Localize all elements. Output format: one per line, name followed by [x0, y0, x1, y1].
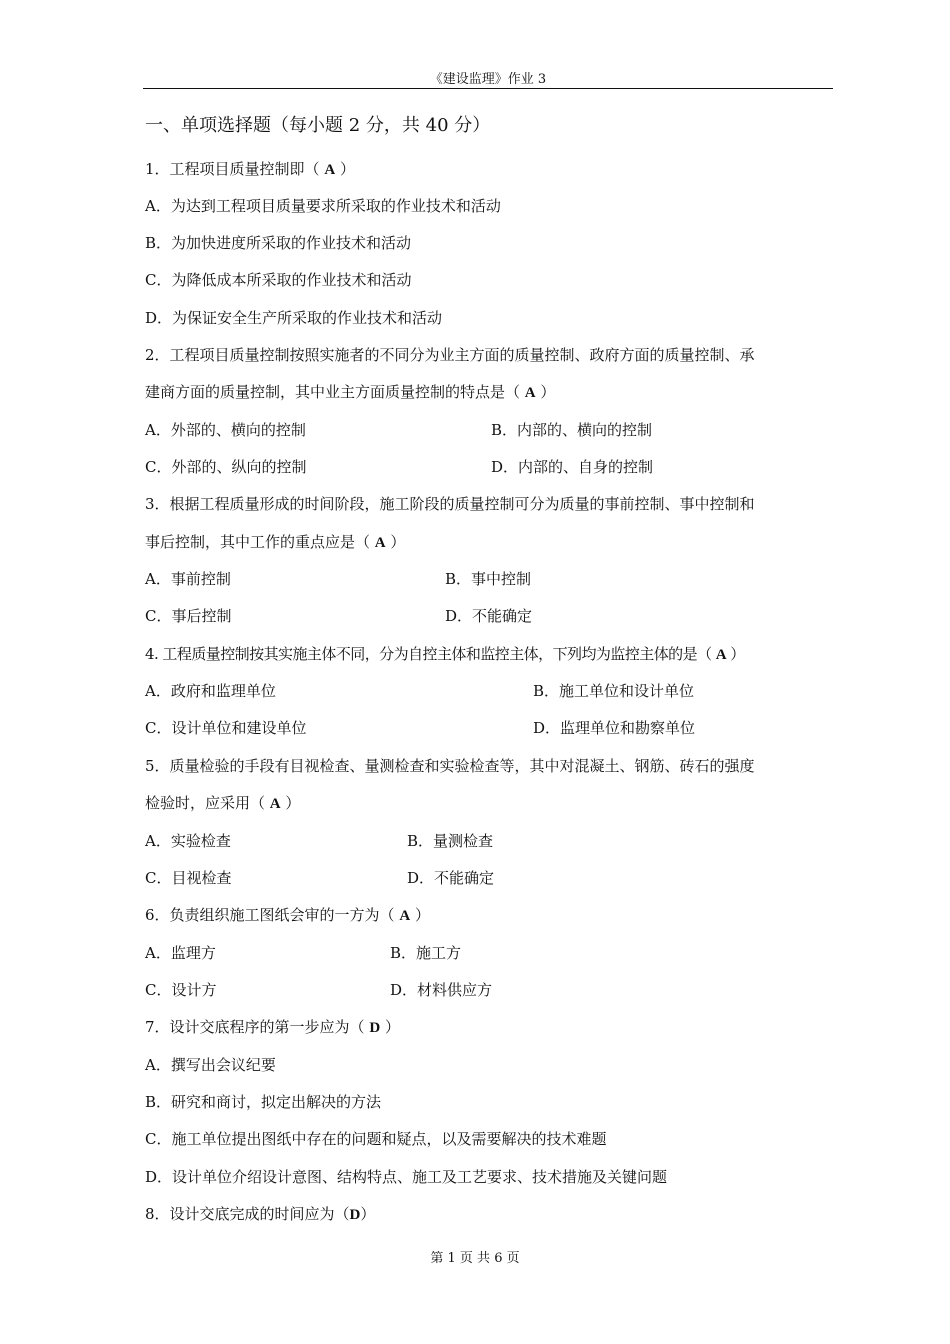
- q6-option-c: C．设计方: [145, 981, 217, 999]
- q1-option-d: D．为保证安全生产所采取的作业技术和活动: [145, 309, 443, 327]
- q7-option-b: B．研究和商讨，拟定出解决的方法: [145, 1093, 382, 1111]
- q7-option-a: A．撰写出会议纪要: [145, 1056, 276, 1074]
- page-header: 《建设监理》作业 3: [429, 72, 547, 87]
- header-rule: [143, 88, 833, 89]
- question-2-stem: 建商方面的质量控制，其中业主方面质量控制的特点是（ A ）: [145, 383, 556, 401]
- answer-6: A: [399, 908, 411, 924]
- question-3-stem-line1: 3．根据工程质量形成的时间阶段，施工阶段的质量控制可分为质量的事前控制、事中控制和: [145, 495, 755, 513]
- q3-option-c: C．事后控制: [145, 607, 232, 625]
- q5-option-b: B．量测检查: [407, 832, 494, 850]
- answer-2: A: [524, 385, 536, 401]
- q4-option-a: A．政府和监理单位: [145, 682, 276, 700]
- q4-option-d: D．监理单位和勘察单位: [533, 719, 696, 737]
- q4-option-b: B．施工单位和设计单位: [533, 682, 695, 700]
- question-1-stem: 1．工程项目质量控制即（ A ）: [145, 160, 355, 178]
- answer-5: A: [269, 796, 281, 812]
- q6-option-a: A．监理方: [145, 944, 216, 962]
- question-5-stem: 检验时，应采用（ A ）: [145, 794, 301, 812]
- q2-option-b: B．内部的、横向的控制: [491, 421, 653, 439]
- q5-option-c: C．目视检查: [145, 869, 232, 887]
- answer-3: A: [374, 535, 386, 551]
- q5-option-d: D．不能确定: [407, 869, 495, 887]
- q7-option-c: C．施工单位提出图纸中存在的问题和疑点，以及需要解决的技术难题: [145, 1130, 607, 1148]
- page-footer: 第 1 页 共 6 页: [430, 1251, 520, 1266]
- q2-option-a: A．外部的、横向的控制: [145, 421, 306, 439]
- q3-option-d: D．不能确定: [445, 607, 533, 625]
- q2-option-d: D．内部的、自身的控制: [491, 458, 654, 476]
- question-2-stem-line1: 2．工程项目质量控制按照实施者的不同分为业主方面的质量控制、政府方面的质量控制、承: [145, 346, 755, 364]
- answer-7: D: [369, 1020, 381, 1036]
- q1-option-c: C．为降低成本所采取的作业技术和活动: [145, 271, 412, 289]
- section-title: 一、单项选择题（每小题 2 分，共 40 分）: [145, 115, 491, 136]
- q4-option-c: C．设计单位和建设单位: [145, 719, 307, 737]
- question-4-stem: 4. 工程质量控制按其实施主体不同，分为自控主体和监控主体，下列均为监控主体的是（ A ）: [145, 645, 745, 663]
- question-6-stem: 6．负责组织施工图纸会审的一方为（ A ）: [145, 906, 430, 924]
- q1-option-b: B．为加快进度所采取的作业技术和活动: [145, 234, 412, 252]
- q3-option-b: B．事中控制: [445, 570, 532, 588]
- q5-option-a: A．实验检查: [145, 832, 231, 850]
- q3-option-a: A．事前控制: [145, 570, 231, 588]
- question-5-stem-line1: 5．质量检验的手段有目视检查、量测检查和实验检查等，其中对混凝土、钢筋、砖石的强度: [145, 757, 755, 775]
- q7-option-d: D．设计单位介绍设计意图、结构特点、施工及工艺要求、技术措施及关键问题: [145, 1168, 668, 1186]
- q1-option-a: A．为达到工程项目质量要求所采取的作业技术和活动: [145, 197, 501, 215]
- question-7-stem: 7．设计交底程序的第一步应为（ D ）: [145, 1018, 400, 1036]
- q2-option-c: C．外部的、纵向的控制: [145, 458, 307, 476]
- answer-4: A: [715, 647, 727, 663]
- q6-option-d: D．材料供应方: [390, 981, 493, 999]
- answer-1: A: [324, 162, 336, 178]
- answer-8: D: [349, 1207, 361, 1223]
- question-3-stem: 事后控制，其中工作的重点应是（ A ）: [145, 533, 406, 551]
- question-8-stem: 8．设计交底完成的时间应为（D）: [145, 1205, 376, 1223]
- q6-option-b: B．施工方: [390, 944, 462, 962]
